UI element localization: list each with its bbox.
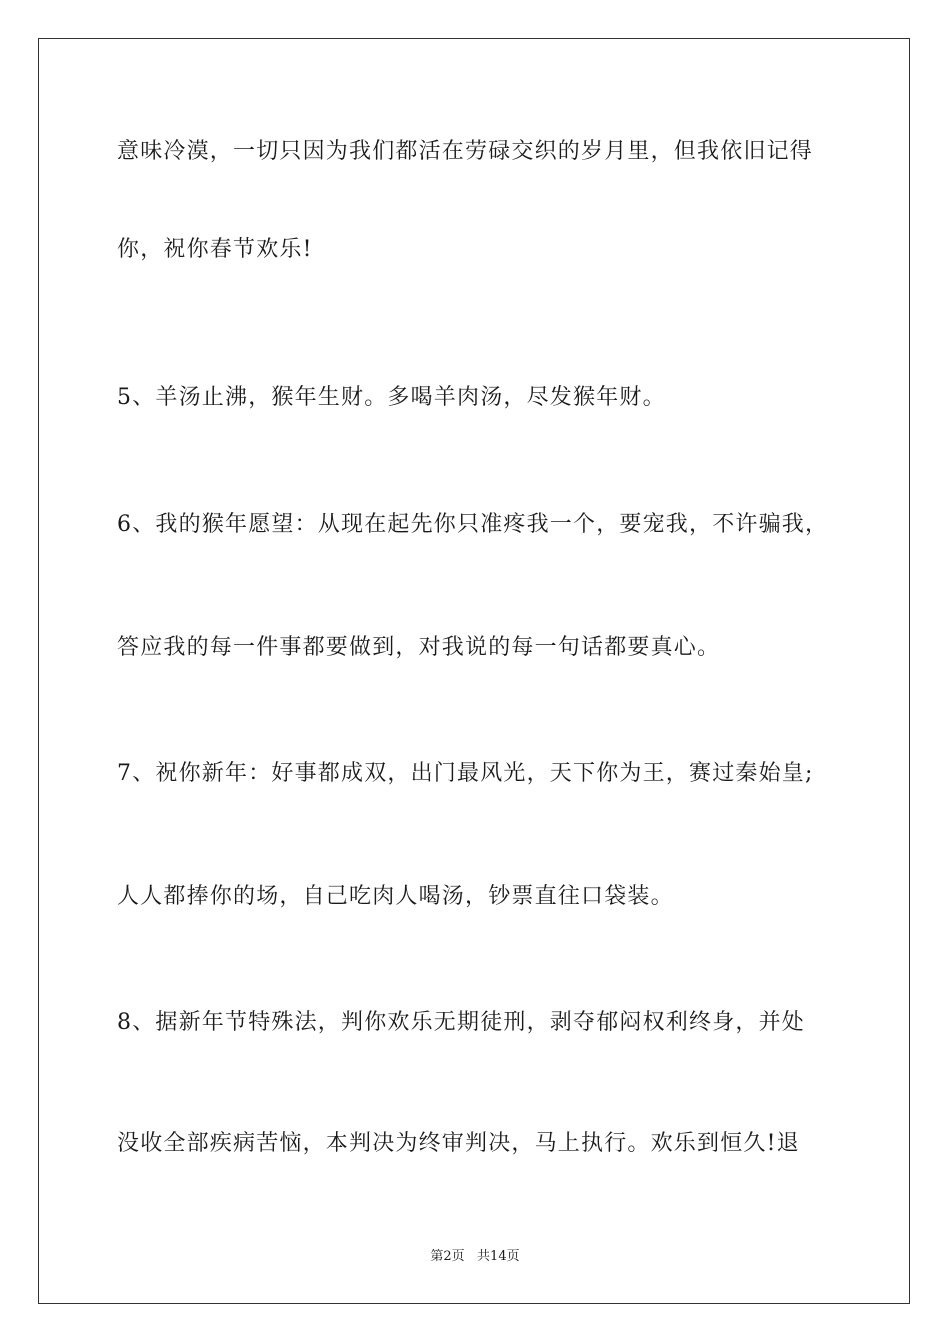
text-line-3: 5、羊汤止沸，猴年生财。多喝羊肉汤，尽发猴年财。 — [117, 385, 666, 410]
page-border — [38, 38, 910, 1304]
text-line-6: 7、祝你新年：好事都成双，出门最风光，天下你为王，赛过秦始皇; — [117, 761, 814, 786]
text-line-7: 人人都捧你的场，自己吃肉人喝汤，钞票直往口袋装。 — [117, 884, 674, 909]
text-line-9: 没收全部疾病苦恼，本判决为终审判决，马上执行。欢乐到恒久!退 — [117, 1131, 800, 1156]
text-line-4: 6、我的猴年愿望：从现在起先你只准疼我一个，要宠我，不许骗我， — [117, 512, 829, 537]
text-line-8: 8、据新年节特殊法，判你欢乐无期徒刑，剥夺郁闷权利终身，并处 — [117, 1010, 805, 1035]
text-line-5: 答应我的每一件事都要做到，对我说的每一句话都要真心。 — [117, 635, 721, 660]
page-number-footer: 第2页 共14页 — [430, 1249, 520, 1264]
text-line-2: 你，祝你春节欢乐! — [117, 237, 313, 262]
text-line-1: 意味冷漠，一切只因为我们都活在劳碌交织的岁月里，但我依旧记得 — [117, 139, 814, 164]
